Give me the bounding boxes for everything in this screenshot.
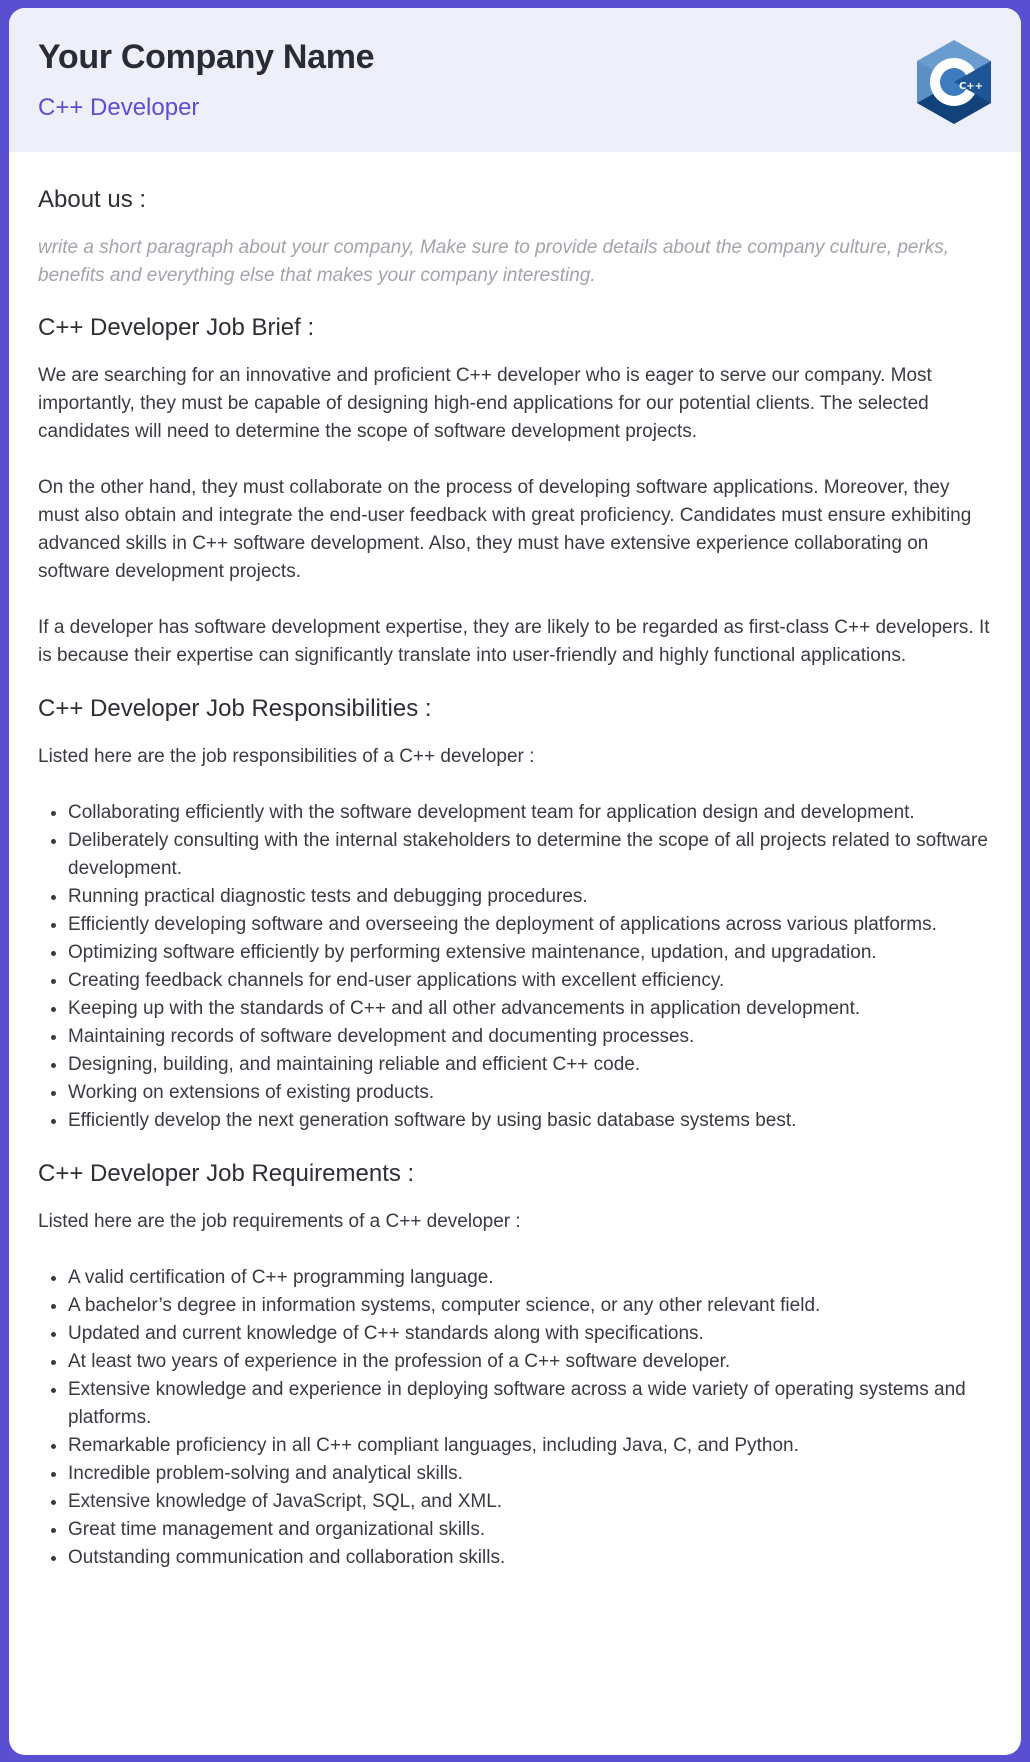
list-item: • Efficiently develop the next generation software by using basic database systems best. — [68, 1107, 992, 1135]
list-item: • Working on extensions of existing products. — [68, 1079, 992, 1107]
job-title: C++ Developer — [38, 94, 200, 121]
brief-section — [38, 312, 992, 670]
list-item: • Maintaining records of software development and documenting processes. — [68, 1023, 992, 1051]
list-item: • Extensive knowledge and experience in deploying software across a wide variety of operating systems and platforms. — [68, 1376, 992, 1432]
svg-text:C++: C++ — [958, 81, 984, 92]
list-item: • A bachelor’s degree in information systems, computer science, or any other relevant field. — [68, 1292, 992, 1320]
list-item: • Extensive knowledge of JavaScript, SQL, and XML. — [68, 1488, 992, 1516]
list-item: • Creating feedback channels for end-user applications with excellent efficiency. — [68, 967, 992, 995]
list-item: • Incredible problem-solving and analytical skills. — [68, 1460, 992, 1488]
content — [9, 152, 1021, 1572]
company-name: Your Company Name — [38, 38, 375, 76]
list-item: • A valid certification of C++ programming language. — [68, 1264, 992, 1292]
requirements-section — [38, 1158, 992, 1572]
cpp-logo-icon — [914, 38, 994, 126]
list-item: • At least two years of experience in the profession of a C++ software developer. — [68, 1348, 992, 1376]
list-item: • Outstanding communication and collaboration skills. — [68, 1544, 992, 1572]
brief-paragraph: We are searching for an innovative and proficient C++ developer who is eager to serve our company. Most importantly, they must be capable of designing high-end applications for our potential clients. The selected candidates will need to determine the scope of software development projects. — [38, 365, 932, 442]
brief-paragraph: On the other hand, they must collaborate on the process of developing software applications. Moreover, they must also obtain and integrate the end-user feedback with great proficiency. Candidates must ensure exhibiting advanced skills in C++ software development. Also, they must have extensive experience collaborating on software development projects. — [38, 477, 972, 582]
job-description-card — [9, 8, 1021, 1755]
list-item: • Great time management and organizational skills. — [68, 1516, 992, 1544]
header — [9, 8, 1021, 152]
list-item: • Remarkable proficiency in all C++ compliant languages, including Java, C, and Python. — [68, 1432, 992, 1460]
list-item: • Keeping up with the standards of C++ and all other advancements in application development. — [68, 995, 992, 1023]
responsibilities-intro: Listed here are the job responsibilities of a C++ developer : — [38, 746, 535, 767]
requirements-intro: Listed here are the job requirements of a C++ developer : — [38, 1211, 521, 1232]
list-item: • Deliberately consulting with the internal stakeholders to determine the scope of all projects related to software development. — [68, 827, 992, 883]
list-item: • Updated and current knowledge of C++ standards along with specifications. — [68, 1320, 992, 1348]
requirements-heading: C++ Developer Job Requirements : — [38, 1160, 415, 1187]
about-section — [38, 184, 992, 290]
list-item: • Optimizing software efficiently by performing extensive maintenance, updation, and upgradation. — [68, 939, 992, 967]
brief-paragraph: If a developer has software development expertise, they are likely to be regarded as first-class C++ developers. It is because their expertise can significantly translate into user-friendly and highly functional applications. — [38, 617, 990, 666]
list-item: • Designing, building, and maintaining reliable and efficient C++ code. — [68, 1051, 992, 1079]
responsibilities-list — [38, 799, 992, 1135]
requirements-list — [38, 1264, 992, 1572]
brief-heading: C++ Developer Job Brief : — [38, 314, 315, 341]
list-item: • Collaborating efficiently with the software development team for application design and development. — [68, 799, 992, 827]
list-item: • Efficiently developing software and overseeing the deployment of applications across various platforms. — [68, 911, 992, 939]
responsibilities-heading: C++ Developer Job Responsibilities : — [38, 695, 432, 722]
responsibilities-section — [38, 693, 992, 1135]
about-placeholder-text: write a short paragraph about your company, Make sure to provide details about the company culture, perks, benefits and everything else that makes your company interesting. — [38, 237, 950, 286]
about-heading: About us : — [38, 186, 147, 213]
list-item: • Running practical diagnostic tests and debugging procedures. — [68, 883, 992, 911]
